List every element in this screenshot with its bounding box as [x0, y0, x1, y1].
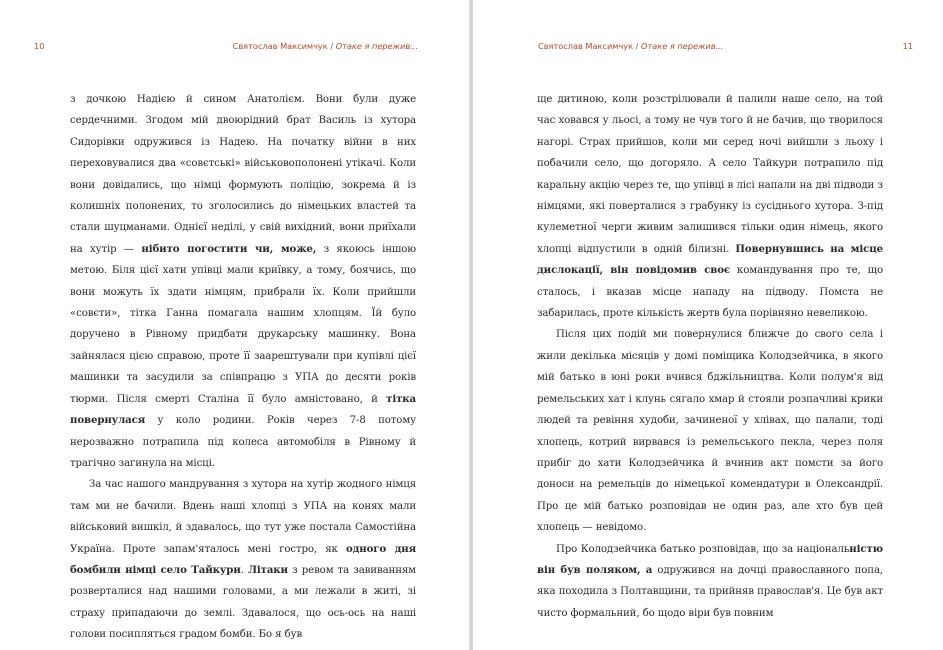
bold-text: ністю він був поляком, а	[537, 542, 883, 576]
paragraph	[537, 89, 883, 324]
paragraph	[537, 539, 883, 625]
text-run: .	[240, 564, 248, 576]
text-run: з ревом та завиванням розверталися над нашими головами, а ми лежали в житі, зі страху припадаючи до землі. Здавалося, що ось-ось на наші голови посипляться градом бомби. Бо я був	[70, 564, 416, 641]
bold-text: одного дня бомбили німці село Тайкури	[70, 542, 416, 576]
paragraph	[70, 474, 416, 645]
header-author: Святослав Максимчук /	[538, 41, 642, 51]
page-number: 11	[902, 41, 913, 51]
header-author: Святослав Максимчук /	[232, 41, 336, 51]
bold-text: Повернувшись на місце дислокації, він повідомив своє	[537, 242, 883, 277]
text-run: одружився на дочці православного попа, яка походила з Полтавщини, та прийняв православ'я. Це був акт чисто формальний, бо щодо віри був повним	[537, 564, 884, 619]
text-run: з дочкою Надією й сином Анатолієм. Вони були дуже сердечними. Згодом мій двоюрідний брат Василь із хутора Сидорівки одружився із Надею. На початку війни в них переховувалися два «совєтські» військовополонені утікачі. Коли вони довідались, що німці формують поліцію, зокрема й із колишніх полонених, то зголосились до німецьких властей та стали шуцманами. Однієї неділі, у свій вихідний, вони приїхали на хутір —	[70, 94, 416, 255]
body-text	[70, 89, 416, 646]
text-run: у коло родини. Років через 7-8 потому нерозважно потрапила під колеса автомобіля в Рівному й трагічно загинула на місці.	[70, 415, 416, 469]
page-number: 10	[34, 41, 45, 51]
text-run: з якоюсь іншою метою. Біля цієї хати упівці мали криївку, а тому, боячись, що вони можуть їх здати німцям, прибрали їх. Коли прийшли «совєти», тітка Ганна помагала нашим хлопцям. Їй було доручено в Рівному придбати друкарську машинку. Вона зайнялася цією справою, проте її заарештували при купівлі цієї машинки та засудили за співпрацю з УПА до десяти років тюрми. Після смерті Сталіна її було амністовано, й	[70, 243, 417, 405]
paragraph	[537, 324, 883, 538]
paragraph	[70, 89, 416, 474]
text-run: Після цих подій ми повернулися ближче до свого села і жили декілька місяців у домі поміщика Колодзейчика, в якого мій батько в юні роки вчився бджільництва. Коли полум'я від ремельських хат і клунь сягало хмар й стояли розпачливі крики людей та ревіння худоби, зачиненої у хлівах, що палали, тоді хлопець, котрий вирвався із ремельського пекла, через поля прибіг до хати Колодзейчика й вчинив акт помсти за його доноси на ремельців до німецької комендатури в Олександрії. Про це мій батько розповідав не один раз, але хто був цей хлопець — невідомо.	[537, 329, 883, 534]
text-run: командування про те, що сталось, і вказав місце нападу на підводу. Помста не забарилась, проте кількість жертв була порівняно невеликою.	[537, 265, 883, 320]
header-title: Отаке я пережив...	[641, 41, 724, 51]
body-text	[537, 89, 883, 624]
right-page	[473, 0, 943, 650]
bold-text: нібито погостити чи, може,	[141, 242, 317, 255]
running-header	[538, 41, 723, 51]
bold-text: тітка повернулася	[70, 392, 416, 427]
running-header	[233, 41, 418, 51]
text-run: ще дитиною, коли розстрілювали й палили наше село, на той час ховався у льосі, а тому не чув того й не бачив, що творилося нагорі. Страх прийшов, коли ми серед ночі вийшли з льоху і побачили село, що догоряло. А село Тайкури потрапило під каральну акцію через те, що упівці в лісі напали на дві підводи з німцями, які поверталися з грабунку із сусіднього хутора. З-під кулеметної черги живим залишився тільки один німець, якого хлопці відпустили в одній білизні.	[537, 94, 883, 255]
bold-text: Літаки	[248, 563, 288, 576]
text-run: За час нашого мандрування з хутора на хутір жодного німця там ми не бачили. Вдень наші хлопці з УПА на конях мали військовий вишкіл, й здавалось, що тут уже постала Самостійна Україна. Проте запам'яталось мені гостро, як	[70, 479, 416, 555]
text-run: Про Колодзейчика батько розповідав, що за національ	[556, 543, 850, 555]
header-title: Отаке я пережив...	[335, 41, 418, 51]
left-page	[0, 0, 470, 650]
